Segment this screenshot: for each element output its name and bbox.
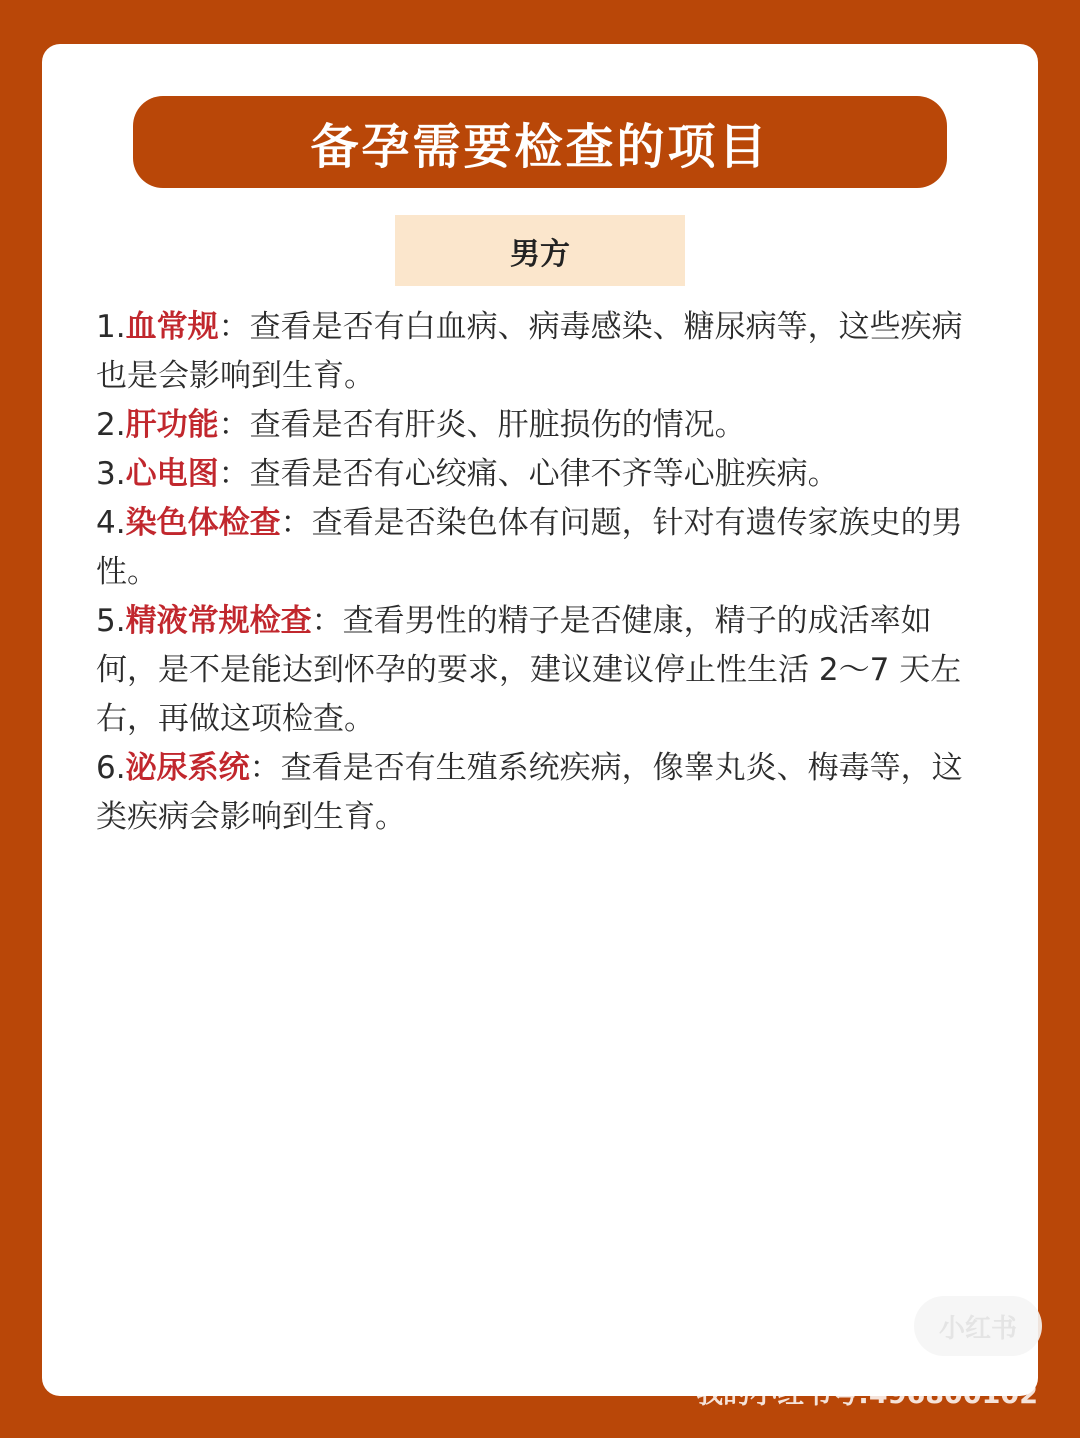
item-separator: ： bbox=[218, 407, 250, 443]
item-number: 2. bbox=[96, 407, 126, 443]
item-number: 5. bbox=[96, 603, 126, 639]
watermark-account: 我的小红书号:496800102 bbox=[696, 1379, 1038, 1410]
item-keyword: 精液常规检查 bbox=[125, 603, 312, 639]
item-number: 1. bbox=[96, 309, 126, 345]
item-keyword: 染色体检查 bbox=[125, 505, 281, 541]
item-description: 查看是否有白血病、病毒感染、糖尿病等，这些疾病也是会影响到生育。 bbox=[96, 309, 963, 394]
item-separator: ： bbox=[218, 456, 250, 492]
exam-item-ecg bbox=[96, 450, 976, 499]
content-card bbox=[42, 44, 1038, 1396]
item-number: 4. bbox=[96, 505, 126, 541]
item-description: 查看男性的精子是否健康，精子的成活率如何，是不是能达到怀孕的要求，建议建议停止性生活 2～7 天左右，再做这项检查。 bbox=[96, 603, 962, 737]
section-label bbox=[395, 215, 685, 286]
exam-item-chromosome bbox=[96, 499, 976, 597]
section-label-text: 男方 bbox=[510, 236, 570, 272]
item-keyword: 泌尿系统 bbox=[125, 750, 250, 786]
item-number: 6. bbox=[96, 750, 126, 786]
item-separator: ： bbox=[249, 750, 281, 786]
item-keyword: 心电图 bbox=[125, 456, 219, 492]
item-keyword: 血常规 bbox=[125, 309, 219, 345]
exam-item-liver-function bbox=[96, 401, 976, 450]
item-number: 3. bbox=[96, 456, 126, 492]
title-banner bbox=[133, 96, 947, 188]
item-keyword: 肝功能 bbox=[125, 407, 219, 443]
exam-list bbox=[96, 303, 976, 842]
logo-text: 小红书 bbox=[938, 1313, 1017, 1344]
item-description: 查看是否染色体有问题，针对有遗传家族史的男性。 bbox=[96, 505, 963, 590]
page-title: 备孕需要检查的项目 bbox=[310, 118, 770, 175]
item-separator: ： bbox=[280, 505, 312, 541]
item-description: 查看是否有心绞痛、心律不齐等心脏疾病。 bbox=[249, 456, 839, 492]
item-description: 查看是否有肝炎、肝脏损伤的情况。 bbox=[249, 407, 746, 443]
exam-item-urinary-system bbox=[96, 744, 976, 842]
xiaohongshu-logo bbox=[914, 1296, 1042, 1356]
item-description: 查看是否有生殖系统疾病，像睾丸炎、梅毒等，这类疾病会影响到生育。 bbox=[96, 750, 963, 835]
item-separator: ： bbox=[218, 309, 250, 345]
item-separator: ： bbox=[311, 603, 343, 639]
exam-item-blood-routine bbox=[96, 303, 976, 401]
exam-item-semen-analysis bbox=[96, 597, 976, 744]
